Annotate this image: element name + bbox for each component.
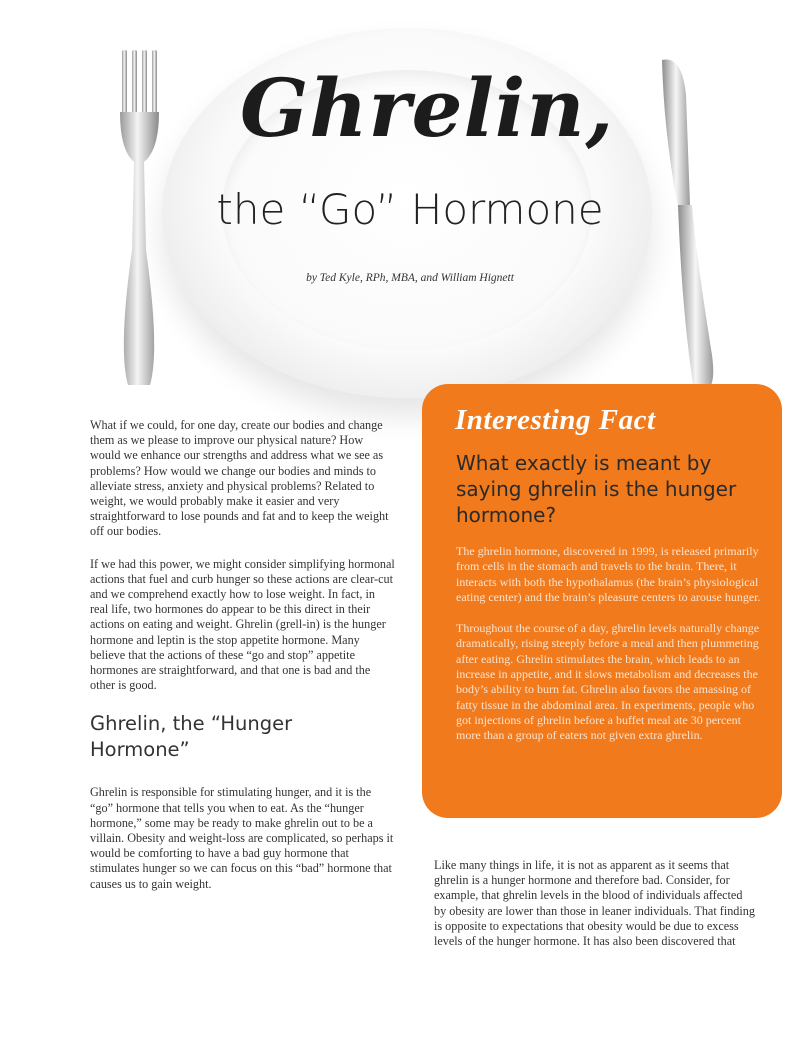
paragraph-4: Like many things in life, it is not as apparent as it seems that ghrelin is a hunger hormone and therefore bad. Consider, for example, that ghrelin levels in the blood of individuals affected by obesity are lower than those in leaner individuals. That finding is opposite to expectations that obesity would be due to excess levels of the hunger hormone. It has also been discovered that xyxy=(434,858,755,949)
section-heading: Ghrelin, the “Hunger Hormone” xyxy=(90,712,293,762)
callout-question: What exactly is meant by saying ghrelin is the hunger hormone? xyxy=(456,451,737,527)
knife-image xyxy=(652,55,732,390)
hero-image xyxy=(0,0,800,395)
interesting-fact-callout xyxy=(422,384,782,818)
right-column xyxy=(434,858,756,966)
paragraph-2: If we had this power, we might consider simplifying hormonal actions that fuel and curb hunger so these actions are clear-cut and we comprehend exactly how to lose weight. In fact, in real life, two hormones do appear to be this direct in their actions on eating and weight. Ghrelin (grell-in) is the hunger hormone and leptin is the stop appetite hormone. Many believe that the actions of these “go and stop” appetite hormones are straightforward, and that one is bad and the other is good. xyxy=(90,556,395,693)
paragraph-3: Ghrelin is responsible for stimulating hunger, and it is the “go” hormone that tells you when to eat. As the “hunger hormone,” some may be ready to make ghrelin out to be a villain. Obesity and weight-loss are complicated, so perhaps it would be comforting to have a bad guy hormone that stimulates hunger so we can focus on this “bad” hormone that causes us to gain weight. xyxy=(90,785,394,891)
callout-paragraph-2: Throughout the course of a day, ghrelin levels naturally change dramatically, rising steeply before a meal and then plummeting after eating. Ghrelin stimulates the brain, which leads to an increase in appetite, and it slows metabolism and decreases the body’s ability to burn fat. Ghrelin also favors the amassing of fatty tissue in the abdominal area. In experiments, people who got injections of ghrelin before a buffet meal ate 30 percent more than a group of eaters not given extra ghrelin. xyxy=(456,621,760,743)
callout-body xyxy=(456,544,768,760)
left-column xyxy=(90,418,395,909)
callout-label: Interesting Fact xyxy=(455,404,656,436)
page-subtitle: the “Go” Hormone xyxy=(216,185,604,234)
byline: by Ted Kyle, RPh, MBA, and William Hignett xyxy=(306,272,514,284)
callout-paragraph-1: The ghrelin hormone, discovered in 1999, is released primarily from cells in the stomach and travels to the brain. There, it interacts with both the hypothalamus (the brain’s physiological eating center) and the brain’s pleasure centers to arouse hunger. xyxy=(456,544,761,604)
paragraph-1: What if we could, for one day, create our bodies and change them as we please to improve our physical nature? How would we enhance our strengths and address what we see as problems? How would we change our bodies and minds to alleviate stress, anxiety and physical problems? Related to weight, we would probably make it easier and very straightforward to lose pounds and fat and to keep the weight off our bodies. xyxy=(90,418,389,539)
page-title: Ghrelin, xyxy=(240,61,615,155)
fork-image xyxy=(98,50,178,390)
